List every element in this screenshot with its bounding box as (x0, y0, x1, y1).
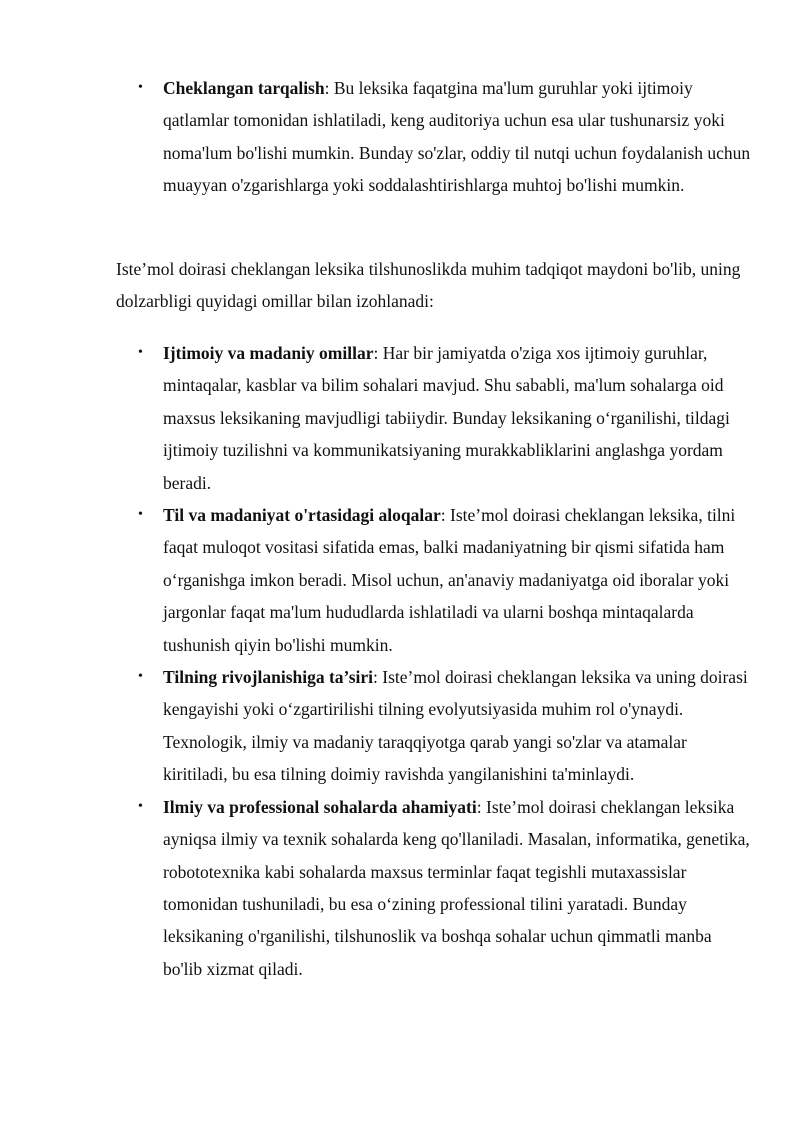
bullet-list-top (138, 72, 753, 202)
list-item-term: Til va madaniyat o'rtasidagi aloqalar (163, 505, 441, 526)
bullet-list-main (138, 337, 753, 985)
list-item-text: : Har bir jamiyatda o'ziga xos ijtimoiy guruhlar, mintaqalar, kasblar va bilim sohalari mavjud. Shu sababli, ma'lum sohalarga oid maxsus leksikaning mavjudligi tabiiydir. Bunday leksikaning o‘rganilishi, tildagi ijtimoiy tuzilishni va kommunikatsiyaning murakkabliklarini anglashga yordam beradi. (163, 343, 730, 493)
bullet-icon: • (138, 80, 143, 95)
list-item-term: Cheklangan tarqalish (163, 78, 325, 98)
bullet-icon: • (138, 345, 143, 360)
list-item-text: : Iste’mol doirasi cheklangan leksika ayniqsa ilmiy va texnik sohalarda keng qo'llaniladi. Masalan, informatika, genetika, robototexnika kabi sohalarda maxsus terminlar faqat tegishli mutaxassislar tomonidan tushuniladi, bu esa o‘zining professional tilini yaratadi. Bunday leksikaning o'rganilishi, tilshunoslik va boshqa sohalar uchun qimmatli manba bo'lib xizmat qiladi. (163, 796, 750, 979)
list-item-term: Tilning rivojlanishiga ta’siri (163, 667, 374, 688)
bullet-icon: • (138, 798, 143, 814)
list-item-text: : Bu leksika faqatgina ma'lum guruhlar yoki ijtimoiy qatlamlar tomonidan ishlatiladi, keng auditoriya uchun esa ular tushunarsiz yoki noma'lum bo'lishi mumkin. Bunday so'zlar, oddiy til nutqi uchun foydalanish uchun muayyan o'zgarishlarga yoki soddalashtirishlarga muhtoj bo'lishi mumkin. (163, 78, 751, 196)
list-item-text: : Iste’mol doirasi cheklangan leksika va uning doirasi kengayishi yoki o‘zgartirilishi tilning evolyutsiyasida muhim rol o'ynaydi. Texnologik, ilmiy va madaniy taraqqiyotga qarab yangi so'zlar va atamalar kiritiladi, bu esa tilning doimiy ravishda yangilanishini ta'minlaydi. (163, 667, 748, 785)
body-paragraph: Iste’mol doirasi cheklangan leksika tilshunoslikda muhim tadqiqot maydoni bo'lib, uning dolzarbligi quyidagi omillar bilan izohlanadi: (116, 259, 741, 312)
list-item (138, 661, 753, 791)
list-item-term: Ijtimoiy va madaniy omillar (163, 343, 374, 363)
bullet-icon: • (138, 507, 143, 523)
list-item (138, 72, 753, 202)
list-item (138, 791, 753, 985)
list-item (138, 337, 753, 499)
list-item-text: : Iste’mol doirasi cheklangan leksika, tilni faqat muloqot vositasi sifatida emas, balki madaniyatning bir qismi sifatida ham o‘rganishga imkon beradi. Misol uchun, an'anaviy madaniyatga oid iboralar yoki jargonlar faqat ma'lum hududlarda ishlatiladi va ularni boshqa mintaqalarda tushunish qiyin bo'lishi mumkin. (163, 505, 736, 655)
list-item (138, 499, 753, 661)
bullet-icon: • (138, 669, 143, 685)
list-item-term: Ilmiy va professional sohalarda ahamiyati (163, 796, 477, 817)
